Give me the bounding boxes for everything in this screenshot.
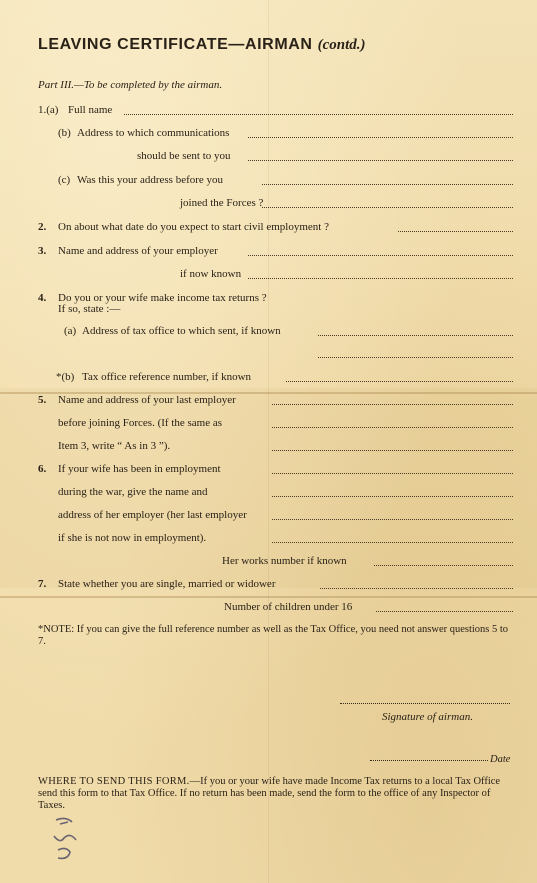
paper-fold-vertical [268,0,269,883]
where-to-send-section [38,776,514,812]
q1b-number: (b) [58,127,71,139]
q1a-label: Full name [68,104,113,116]
q3-label-cont: if now known [180,268,242,280]
wife-employer-field-line1[interactable] [272,473,513,474]
q7-label: State whether you are single, married or widower [58,578,276,590]
last-employer-field-line1[interactable] [272,404,513,405]
q2-label: On about what date do you expect to start civil employment ? [58,221,329,233]
full-name-field[interactable] [124,114,513,115]
address-field-line2[interactable] [248,160,513,161]
title-text: LEAVING CERTIFICATE—AIRMAN [38,36,313,53]
q1c-label-cont: joined the Forces ? [180,197,264,209]
wife-employer-field-line3[interactable] [272,519,513,520]
q4b-label: Tax office reference number, if known [82,371,252,383]
tax-office-field-line2[interactable] [318,357,513,358]
q1c-label: Was this your address before you [77,174,224,186]
works-number-field[interactable] [374,565,513,566]
children-label: Number of children under 16 [224,601,353,613]
address-field-line1[interactable] [248,137,513,138]
q6-label-cont2: address of her employer (her last employer [58,509,247,521]
date-field[interactable] [370,760,488,761]
q5-label-cont1: before joining Forces. (If the same as [58,417,223,429]
q4-label: Do you or your wife make income tax returns ? [58,292,267,304]
where-heading: WHERE TO SEND THIS FORM. [38,776,190,787]
q1b-label-cont: should be sent to you [137,150,231,162]
tax-reference-field[interactable] [286,381,513,382]
title-contd: (contd.) [317,37,366,53]
last-employer-field-line3[interactable] [272,450,513,451]
q1a-number: 1.(a) [38,104,59,116]
q3-label: Name and address of your employer [58,245,218,257]
q3-number: 3. [38,245,47,257]
q4b-number: *(b) [56,371,75,383]
q6-label: If your wife has been in employment [58,463,221,475]
wife-employer-field-line4[interactable] [272,542,513,543]
q4-number: 4. [38,292,47,304]
employer-field-line1[interactable] [248,255,513,256]
civil-employment-date-field[interactable] [398,231,513,232]
handwritten-mark-icon [50,814,90,864]
last-employer-field-line2[interactable] [272,427,513,428]
form-title [38,36,366,54]
q4a-label: Address of tax office to which sent, if known [82,325,281,337]
q4a-number: (a) [64,325,77,337]
q1b-label: Address to which communications [77,127,230,139]
employer-field-line2[interactable] [248,278,513,279]
tax-office-field-line1[interactable] [318,335,513,336]
q6-number: 6. [38,463,47,475]
q7-number: 7. [38,578,47,590]
wife-employer-field-line2[interactable] [272,496,513,497]
part-heading: Part III.—To be completed by the airman. [38,79,223,91]
q6-label-cont3: if she is not now in employment). [58,532,207,544]
q5-number: 5. [38,394,47,406]
previous-address-field-line1[interactable] [262,184,513,185]
tax-reference-note: *NOTE: If you can give the full reference number as well as the Tax Office, you need not answer questions 5 to 7. [38,624,509,647]
date-label: Date [490,754,511,765]
q1c-number: (c) [58,174,71,186]
children-field[interactable] [376,611,513,612]
q5-label-cont2: Item 3, write “ As in 3 ”). [58,440,171,452]
q2-number: 2. [38,221,47,233]
signature-field[interactable] [340,703,510,704]
signature-label: Signature of airman. [382,711,473,723]
q4-sub-label: If so, state :— [58,303,121,315]
works-number-label: Her works number if known [222,555,347,567]
marital-status-field[interactable] [320,588,513,589]
where-text: —If you or your wife have made Income Tax returns to a local Tax Office send this form to that Tax Office. If no return has been made, send the form to the office of any Inspector of Taxes. [38,776,501,811]
q5-label: Name and address of your last employer [58,394,236,406]
q6-label-cont1: during the war, give the name and [58,486,208,498]
previous-address-field-line2[interactable] [262,207,513,208]
